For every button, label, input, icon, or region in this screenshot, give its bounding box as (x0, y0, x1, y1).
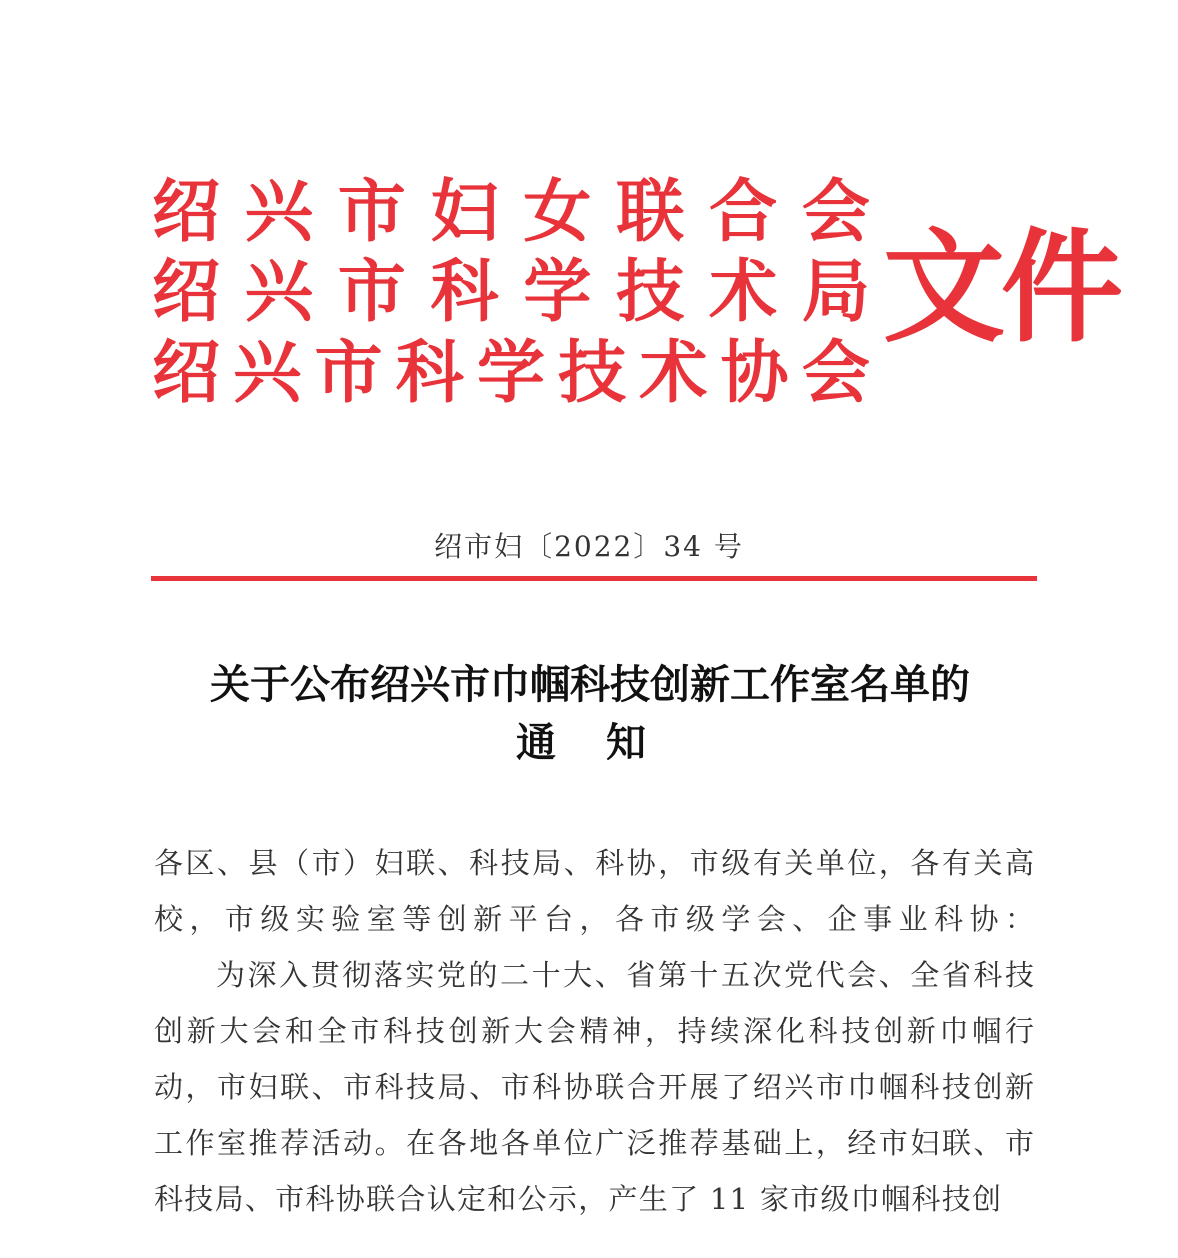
issuer-char: 科 (430, 252, 499, 332)
issuer-char: 合 (709, 172, 778, 252)
notice-title-line-2: 通 知 (516, 719, 664, 766)
issuer-char: 兴 (244, 172, 313, 252)
issuer-line-womens-federation (152, 172, 870, 252)
issuer-char: 绍 (152, 333, 221, 413)
issuer-char: 兴 (233, 333, 302, 413)
issuer-char: 兴 (244, 252, 313, 332)
issuer-char: 学 (523, 252, 592, 332)
issuer-char: 妇 (430, 172, 499, 252)
issuer-char: 市 (337, 172, 406, 252)
document-number: 绍市妇〔2022〕34 号 (434, 530, 744, 563)
issuer-line-science-technology-bureau (152, 252, 870, 332)
issuer-char: 协 (720, 333, 789, 413)
issuer-char: 技 (558, 333, 627, 413)
issuer-line-science-technology-association (152, 333, 870, 413)
issuer-char: 联 (616, 172, 685, 252)
issuer-char: 局 (801, 252, 870, 332)
issuer-char: 会 (801, 172, 870, 252)
notice-title (140, 656, 1040, 772)
issuer-char: 绍 (152, 172, 221, 252)
body-line: 校，市级实验室等创新平台，各市级学会、企事业科协： (154, 902, 1034, 936)
notice-title-line-1: 关于公布绍兴市巾帼科技创新工作室名单的 (210, 661, 970, 708)
issuer-char: 绍 (152, 252, 221, 332)
body-line: 动，市妇联、市科技局、市科协联合开展了绍兴市巾帼科技创新 (154, 1070, 1034, 1104)
issuer-char: 市 (314, 333, 383, 413)
header-divider (151, 576, 1037, 581)
issuer-char: 学 (476, 333, 545, 413)
issuer-char: 市 (337, 252, 406, 332)
body-line: 科技局、市科协联合认定和公示，产生了 11 家市级巾帼科技创 (154, 1182, 1003, 1216)
body-line: 创新大会和全市科技创新大会精神，持续深化科技创新巾帼行 (154, 1014, 1034, 1048)
body-line: 为深入贯彻落实党的二十大、省第十五次党代会、全省科技 (216, 958, 1034, 992)
issuer-char: 会 (801, 333, 870, 413)
issuer-char: 术 (639, 333, 708, 413)
issuer-char: 技 (616, 252, 685, 332)
issuer-char: 女 (523, 172, 592, 252)
issuer-char: 术 (709, 252, 778, 332)
document-word: 文件 (883, 215, 1119, 359)
issuer-char: 科 (395, 333, 464, 413)
body-line: 各区、县（市）妇联、科技局、科协，市级有关单位，各有关高 (154, 846, 1034, 880)
body-line: 工作室推荐活动。在各地各单位广泛推荐基础上，经市妇联、市 (154, 1126, 1034, 1160)
